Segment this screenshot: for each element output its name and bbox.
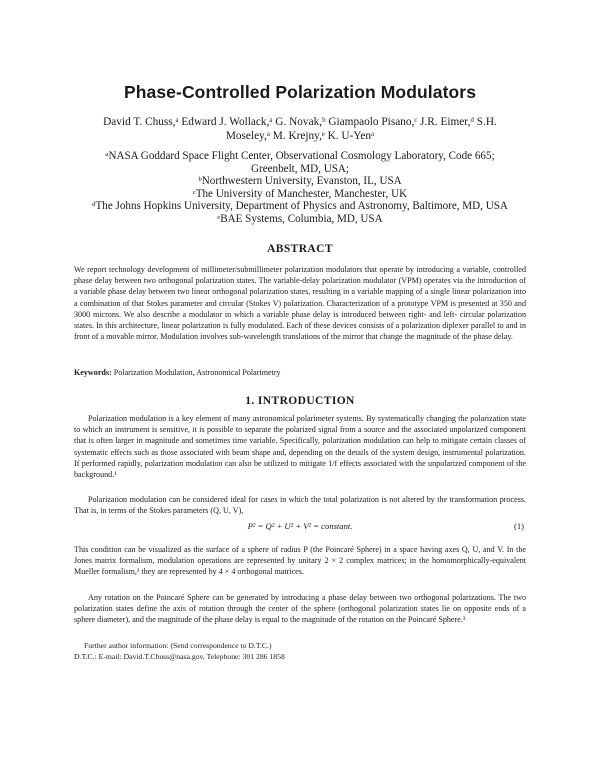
equation-1 [74,521,526,535]
intro-paragraph-3: This condition can be visualized as the surface of a sphere of radius P (the Poincaré Sphere) in a space having axes Q, U, and V. In the Jones matrix formalism, modulation operations are represented by unitary 2 × 2 complex matrices; in the homomorphically-equivalent Mueller formalism,² they are represented by 4 × 4 orthogonal matrices. [74,545,526,577]
intro-paragraph-4: Any rotation on the Poincaré Sphere can be generated by introducing a phase delay between two orthogonal polarizations. The two polarization states define the axis of rotation through the center of the sphere (orthogonal polarization states lie on opposite ends of a sphere diameter), and the magnitude of the phase delay is equal to the magnitude of the rotation on the Poincaré Sphere.³ [74,593,526,625]
footnote-line: D.T.C.: E-mail: David.T.Chuss@nasa.gov, Telephone: 301 286 1858 [74,651,285,661]
intro-paragraph-2: Polarization modulation can be considered ideal for cases in which the total polarization is not altered by the transformation process. That is, in terms of the Stokes parameters (Q, U, V), [74,495,526,516]
keywords [74,367,526,378]
section-heading-introduction: 1. INTRODUCTION [245,395,355,407]
affiliation-list [50,150,550,226]
affiliation-line: ᶜThe University of Manchester, Manchester, UK [192,187,408,200]
affiliation-line: ᵉBAE Systems, Columbia, MD, USA [217,212,383,225]
keywords-label: Keywords: [74,368,112,377]
paper-title: Phase-Controlled Polarization Modulators [123,82,477,102]
author-line-2: Moseley,ᵃ M. Krejny,ᵉ K. U-Yenᵃ [225,130,375,142]
equation-body: P² = Q² + U² + V² = constant. [247,521,353,531]
intro-paragraph-1: Polarization modulation is a key element of many astronomical polarimeter systems. By systematically changing the polarization state to which an instrument is sensitive, it is possible to separate the polarized signal from a source and the associated unpolarized component that is often larger in magnitude and sometimes time variable. Specifically, polarization modulation can help to mitigate certain classes of systematic effects such as those associated with beam shape and, depending on the details of the system design, instrumental polarization. If performed rapidly, polarization modulation can also be utilized to mitigate 1/f effects associated with the unpolarized component of the background.¹ [74,414,526,480]
affiliation-line: ᵃNASA Goddard Space Flight Center, Observational Cosmology Laboratory, Code 665; [105,150,495,162]
keywords-text: Polarization Modulation, Astronomical Polarimetry [113,368,281,377]
equation-number: (1) [513,521,524,531]
footnote [74,641,526,662]
affiliation-line: ᵈThe Johns Hopkins University, Department of Physics and Astronomy, Baltimore, MD, USA [92,200,508,213]
affiliation-line: Greenbelt, MD, USA; [251,162,349,175]
abstract-text: We report technology development of millimeter/submillimeter polarization modulators that operate by introducing a variable, controlled phase delay between two orthogonal polarization states. The variable-delay polarization modulator (VPM) operates via the introduction of a variable phase delay between two linear orthogonal polarization states, resulting in a variable mapping of a single linear polarization into a combination of that Stokes parameter and circular (Stokes V) polarization. Characterization of a prototype VPM is presented at 350 and 3000 microns. We also describe a modulator in which a variable phase delay is introduced between right- and left- circular polarization states. In this architecture, linear polarization is fully modulated. Each of these devices consists of a polarization diplexer parallel to and in front of a movable mirror. Modulation involves sub-wavelength translations of the mirror that change the magnitude of the phase delay. [74,265,526,342]
affiliation-line: ᵇNorthwestern University, Evanston, IL, USA [198,175,402,188]
author-list [60,115,540,143]
abstract-heading: ABSTRACT [267,243,333,255]
author-line-1: David T. Chuss,ᵃ Edward J. Wollack,ᵃ G. Novak,ᵇ Giampaolo Pisano,ᶜ J.R. Eimer,ᵈ S.H. [103,116,497,128]
footnote-line: Further author information: (Send correspondence to D.T.C.) [84,641,272,650]
